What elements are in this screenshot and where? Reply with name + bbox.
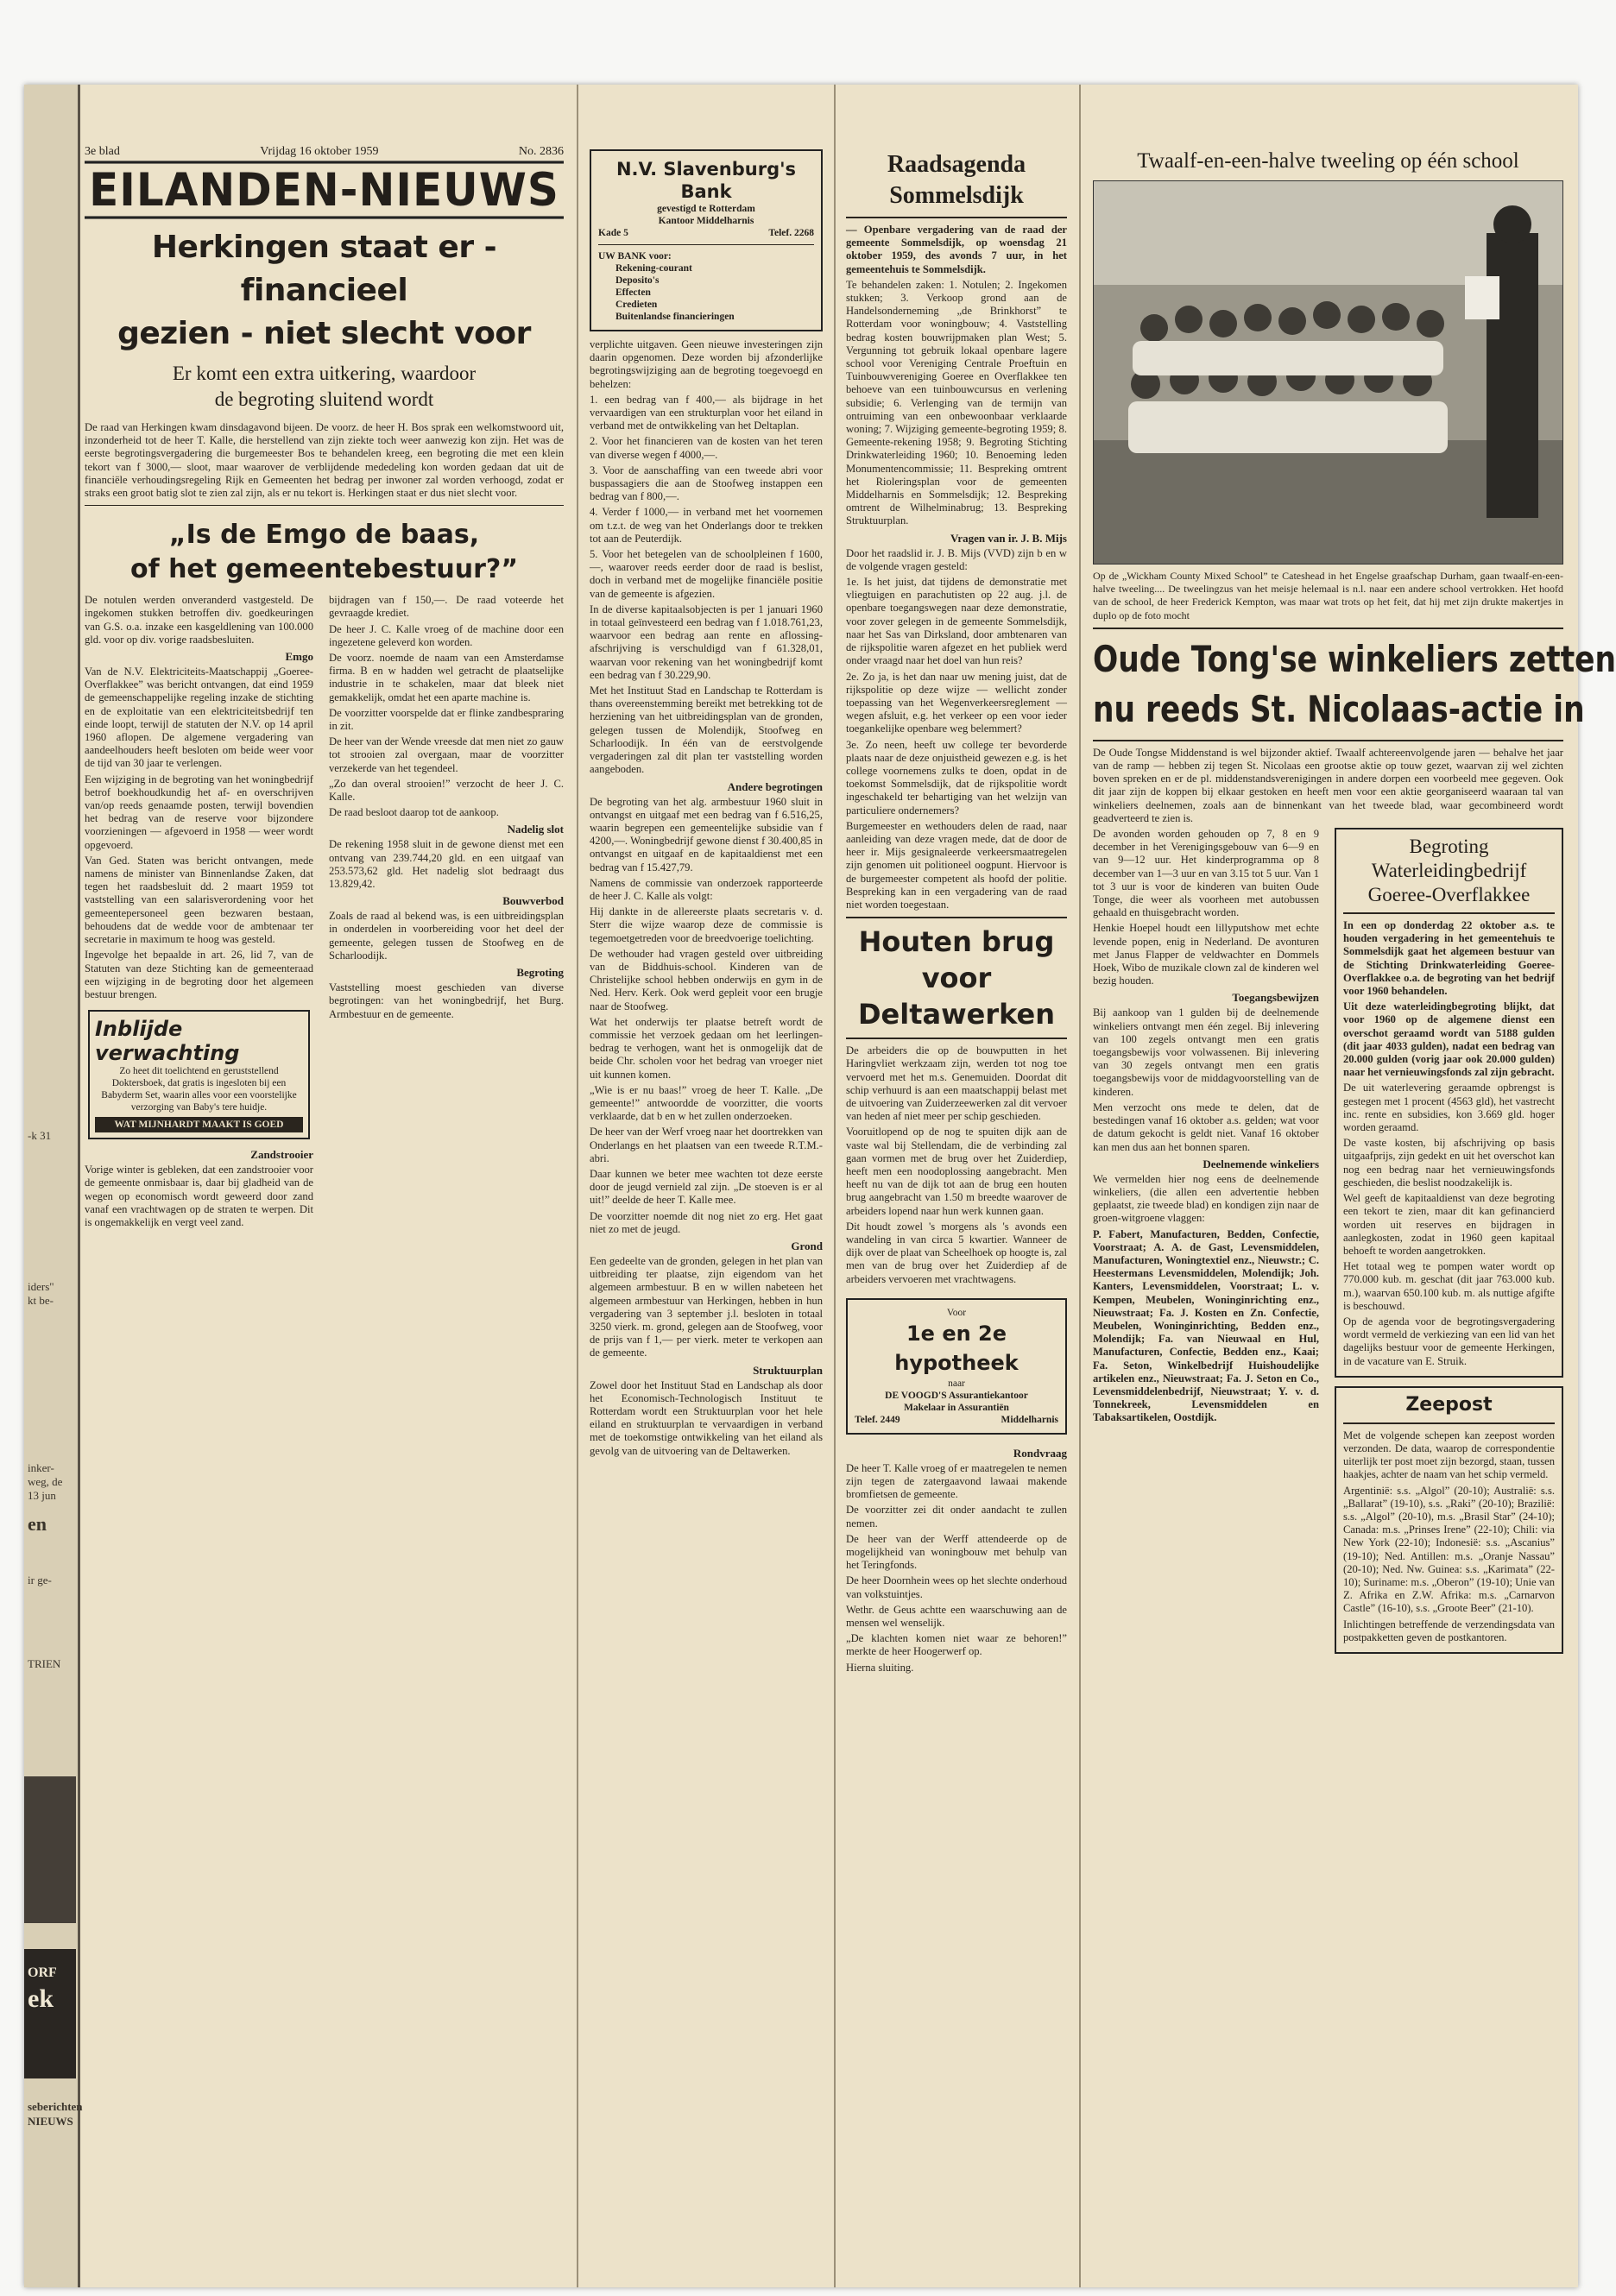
hypotheek-ad: Voor 1e en 2e hypotheek naar DE VOOGD'S Assurantiekantoor Makelaar in Assurantiën Telef. 2449 Middelharnis bbox=[846, 1298, 1067, 1435]
margin-fragment: -k 31 bbox=[28, 1129, 52, 1142]
margin-fragment: weg, de bbox=[28, 1475, 63, 1488]
oude-tong-col-2 bbox=[1335, 828, 1563, 1654]
margin-fragment: TRIEN bbox=[28, 1657, 61, 1670]
herkingen-lead: De raad van Herkingen kwam dinsdagavond bijeen. De voorz. de heer H. Bos sprak een welkomstwoord uit, inzonderheid tot de heer T. Kalle, die herstellend van zijn ziekte toch weer aanwezig kon zijn. Het was de eerste begrotingsvergadering die burgemeester Bos te behandelen kreeg, een begroting die met een klein tekort van f 3000,— sloot, maar waarover de verblijdende mededeling kon worden gedaan dat uit de financiële verhoudingsregeling Rijk en Gemeenten het bedrag per inwoner zal worden verhoogd, zodat er straks een groot batig slot te zien zal zijn, als er nu tekort is. Herkingen staat er dus niet slecht voor. bbox=[85, 421, 564, 500]
margin-fragment: ek bbox=[28, 1984, 54, 2013]
photo-headline: Twaalf-en-een-halve tweeling op één school bbox=[1137, 149, 1519, 173]
headline-emgo: „Is de Emgo de baas, of het gemeentebestuur?” bbox=[129, 520, 519, 585]
headline-oude-tong: Oude Tong'se winkeliers zetten nu reeds St. Nicolaas-actie in bbox=[1093, 637, 1616, 730]
school-twins-photo bbox=[1093, 180, 1563, 565]
column-rule bbox=[834, 85, 836, 2287]
photo-container bbox=[1093, 180, 1563, 565]
margin-fragment: iders" bbox=[28, 1280, 54, 1293]
oude-tong-col-1: De avonden worden gehouden op 7, 8 en 9 december in het Verenigingsgebouw van 6—9 en van 9—12 uur. Het kinderprogramma op 8 december van 1—3 uur en van 3.15 tot 5 uur. Van 1 tot 3 uur is voor de kinderen van buiten Oude Tonge, die weer als voorheen met autobussen gehaald en thuisgebracht worden. Henkie Hoepel houdt een lillyputshow met echte levende popen, enig in Nederland. De avonturen met Janus Flapper de veldwachter en Dommels Hoek, Wibo de muzikale clown zal de kinderen wel bezig houden. Toegangsbewijzen Bij aankoop van 1 gulden bij de deelnemende winkeliers ontvangt men één zegel. Bij inlevering van 100 zegels ontvangt men een gratis toegangsbewijs voor volwassenen. Bij inlevering van 30 zegels ontvangt men een gratis toegangsbewijs voor de middagvoorstelling van de kinderen. Men verzocht ons mede te delen, dat de bestedingen vanaf 16 oktober a.s. gelden; wat voor de datum gekocht is geldt niet. Vanaf 16 oktober kan men dus aan het bonnen sparen. Deelnemende winkeliers We vermelden hier nog eens de deelnemende winkeliers, (die allen een advertentie hebben geplaatst, zie tweede blad) en kondigen zijn naar de groen-witgroene vlaggen: P. Fabert, Manufacturen, Bedden, Confectie, Voorstraat; A. A. de Gast, Levensmiddelen, Manufacturen, Woningtextiel enz., Nieuwstr.; C. Heestermans Levensmiddelen, Molendijk; Joh. Kanters, Levensmiddelen, Voorstraat; L. v. Kempen, Meubelen, Woninginrichting enz., Nieuwstraat; Fa. J. Kosten en Zn. Confectie, Meubelen, Woninginrichting, Bedden enz., Molendijk; Fa. van Nieuwaal en Hul, Manufacturen, Confectie, Bedden enz., Kaai; Fa. Seton, Winkelbedrijf Huishoudelijke artikelen enz., Nieuwstraat; Fa. J. Seton en Co., Levensmiddelenbedrijf, Nieuwstraat; Y. v. d. Tonnekreek, Levensmiddelen en Tabaksartikelen, Oostdijk. bbox=[1093, 828, 1319, 1424]
waterleiding-box: Begroting Waterleidingbedrijf Goeree-Overflakkee In een op donderdag 22 oktober a.s. te houden vergadering in het gemeentehuis te Sommelsdijk gaat het algemeen bestuur van de Stichting Drinkwaterleiding Goeree-Overflakkee o.a. de begroting van het bedrijf voor 1960 behandelen. Uit deze waterleidingbegroting blijkt, dat voor 1960 op de algemene dienst een overschot geraamd wordt van 5188 gulden (dit jaar 4033 gulden), nadat een bedrag van 20.000 gulden (vorig jaar ook 20.000 gulden) naar het vernieuwingsfonds zal zijn gebracht. De uit waterlevering geraamde opbrengst is gestegen met 1 procent (4563 gld), het vastrecht inc. rente en subsidies, kon 3.669 gld. hoger worden geraamd. De vaste kosten, bij afschrijving op basis uitgaafprijs, zijn gedekt en uit het overschot kan nog een bedrag naar het vernieuwingsfonds geschieden, die beslist noodzakelijk is. Wel geeft de kapitaaldienst van deze begroting een tekort te zien, maar dit kan gefinancierd worden uit reserves en bijdragen in aanlegkosten, zodat in 1960 geen kapitaal behoeft te worden aangetrokken. Het totaal weg te pompen water wordt op 770.000 kub. m. geschat (dit jaar 763.000 kub. m.), waarvan 650.100 kub. m. als nuttige afgifte is beschouwd. Op de agenda voor de begrotingsvergadering wordt vermeld de verkiezing van een lid van het dagelijks bestuur voor de gemeente Herkingen, in de vacature van E. Struik. bbox=[1335, 828, 1563, 1378]
headline-herkingen: Herkingen staat er - financieel gezien - niet slecht voor bbox=[117, 230, 531, 351]
margin-fragment: 13 jun bbox=[28, 1489, 56, 1502]
margin-fragment: en bbox=[28, 1513, 47, 1535]
issue-date: Vrijdag 16 oktober 1959 bbox=[260, 145, 379, 158]
deck-herkingen: Er komt een extra uitkering, waardoor de begroting sluitend wordt bbox=[172, 363, 477, 410]
right-area: Twaalf-en-een-halve tweeling op één school Op de „Wickham County Mixed School” te Cateshead in het Engelse graafschap Durham, gaan twaalf-en-een-halve tweeling.... De tweelingzus van het meisje helemaal is n.l. naar een andere school vertrokken. Het hoofd van de school, de heer Frederick Kempton, was maar wat trots op het feit, dat hij met zijn drukte makertjes in duplo op de foto mocht Oude Tong'se winkeliers zetten nu reeds St. Nicolaas-actie in De Oude Tongse Middenstand is wel bijzonder aktief. Twaalf achtereenvolgende jaren — behalve het jaar van de ramp — hebben zij tegen St. Nicolaas een grootse aktie op touw gezet, waarvan zij wel zichten boven spreken en er de pl. middenstandsverenigingen in andere dorpen een voorbeeld mee gegeven. Ook dit jaar zijn de koppen bij elkaar gestoken en heeft men voor een aktie georganiseerd waaraan tal van winkeliers deelnemen, zoals aan de binnenkant van het tweede blad, waar gecombineerd wordt geadverteerd te zien is. De avonden worden gehouden op 7, 8 en 9 december in het Verenigingsgebouw van 6—9 en van 9—12 uur. Het kinderprogramma op 8 december van 1—3 uur en van 3.15 tot 5 uur. Van 1 tot 3 uur is voor de kinderen van buiten Oude Tonge, die weer als voorheen met autobussen gehaald en thuisgebracht worden. Henkie Hoepel houdt een lillyputshow met echte levende popen, enig in Nederland. De avonturen met Janus Flapper de veldwachter en Dommels Hoek, Wibo de muzikale clown zal de kinderen wel bezig houden. Toegangsbewijzen Bij aankoop van 1 gulden bij de deelnemende winkeliers ontvangt men één zegel. Bij inlevering van 100 zegels ontvangt men een gratis toegangsbewijs voor volwassenen. Bij inlevering van 30 zegels ontvangt men een gratis toegangsbewijs voor de middagvoorstelling van de kinderen. Men verzocht ons mede te delen, dat de bestedingen vanaf 16 oktober a.s. gelden; wat voor de datum gekocht is geldt niet. Vanaf 16 oktober kan men dus aan het bonnen sparen. Deelnemende winkeliers We vermelden hier nog eens de deelnemende winkeliers, (die allen een advertentie hebben geplaatst, zie tweede blad) en kondigen zijn naar de groen-witgroene vlaggen: P. Fabert, Manufacturen, Bedden, Confectie, Voorstraat; A. A. de Gast, Levensmiddelen, Manufacturen, Woningtextiel enz., Nieuwstr.; C. Heestermans Levensmiddelen, Molendijk; Joh. Kanters, Levensmiddelen, Voorstraat; L. v. Kempen, Meubelen, Woninginrichting enz., Nieuwstraat; Fa. J. Kosten en Zn. Confectie, Meubelen, Woninginrichting, Bedden enz., Molendijk; Fa. van Nieuwaal en Hul, Manufacturen, Confectie, Bedden enz., Kaai; Fa. Seton, Winkelbedrijf Huishoudelijke artikelen enz., Nieuwstraat; Fa. J. Seton en Co., Levensmiddelenbedrijf, Nieuwstraat; Y. v. d. Tonnekreek, Levensmiddelen en Tabaksartikelen, Oostdijk. Begroting Waterleidingbedrijf Goeree-Overflakkee In een op donderdag 22 oktober a.s. te houden vergadering in het gemeentehuis te Sommelsdijk gaat het algemeen bestuur van de Stichting Drinkwaterleiding Goeree-Overflakkee o.a. de begroting van het bedrijf voor 1960 behandelen. Uit deze waterleidingbegroting blijkt, dat voor 1960 op de algemene dienst een overschot geraamd wordt van 5188 gulden (dit jaar 4033 gulden), nadat een bedrag van 20.000 gulden (vorig jaar ook 20.000 gulden) naar het vernieuwingsfonds zal zijn gebracht. De uit waterlevering geraamde opbrengst is gestegen met 1 procent (4563 gld), het vastrecht inc. rente en subsidies, kon 3.669 gld. hoger worden geraamd. De vaste kosten, bij afschrijving op basis uitgaafprijs, zijn gedekt en uit het overschot kan nog een bedrag naar het vernieuwingsfonds geschieden, die beslist noodzakelijk is. Wel geeft de kapitaaldienst van deze begroting een tekort te zien, maar dit kan gefinancierd worden uit reserves en bijdragen in aanlegkosten, zodat in 1960 geen kapitaal behoeft te worden aangetrokken. Het totaal weg te pompen water wordt op 770.000 kub. m. geschat (dit jaar 763.000 kub. m.), waarvan 650.100 kub. m. als nuttige afgifte is beschouwd. Op de agenda voor de begrotingsvergadering wordt vermeld de verkiezing van een lid van het dagelijks bestuur voor de gemeente Herkingen, in de vacature van E. Struik. Zeepost Met de volgende schepen kan zeepost worden verzonden. De data, waarop de correspondentie uiterlijk ter post moet zijn bezorgd, staan, tussen haakjes, achter de naam van het schip vermeld. Argentinië: s.s. „Algol” (20-10); Australië: s.s. „Ballarat” (19-10), s.s. „Raki” (20-10); Brazilië: s.s. „Algol” (20-10), m.s. „Brasil Star” (24-10); Canada: m.s. „Prinses Irene” (22-10); Chili: via New York (22-10); Indonesië: s.s. „Ascanius” (19-10); Ned. Antillen: m.s. „Oranje Nassau” (20-10); Ned. Nw. Guinea: s.s. „Karimata” (22-10); Suriname: m.s. „Oberon” (19-10); Unie van Z. Afrika en Z.W. Afrika: m.s. „Carnarvon Castle” (16-10), s.s. „Groote Beer” (21-10). Inlichtingen betreffende de verzendingsdata van postpakketten geven de postkantoren. bbox=[1093, 149, 1563, 2273]
margin-fragment: NIEUWS bbox=[28, 2115, 73, 2128]
slavenburg-bank-ad: N.V. Slavenburg's Bank gevestigd te Rotterdam Kantoor Middelharnis Kade 5 Telef. 2268 UW BANK voor: Rekening-courant Deposito's Effecten Credieten Buitenlandse financieringen bbox=[590, 149, 823, 331]
emgo-columns bbox=[85, 594, 564, 1232]
babyderm-ad: Inblijde verwachting Zo heet dit toelichtend en geruststellend Doktersboek, dat gratis is ingesloten bij een Babyderm Set, waarin alles voor een voorstelijke verzorging van Baby's tere huidje. WAT MIJNHARDT MAAKT IS GOED bbox=[88, 1010, 310, 1139]
newspaper-page bbox=[24, 85, 1616, 2287]
margin-fragment: seberichten bbox=[28, 2100, 83, 2113]
previous-page-edge bbox=[24, 85, 83, 2287]
margin-fragment: kt be- bbox=[28, 1294, 54, 1307]
zeepost-box: Zeepost Met de volgende schepen kan zeepost worden verzonden. De data, waarop de correspondentie uiterlijk ter post moet zijn bezorgd, staan, tussen haakjes, achter de naam van het schip vermeld. Argentinië: s.s. „Algol” (20-10); Australië: s.s. „Ballarat” (19-10), s.s. „Raki” (20-10); Brazilië: s.s. „Algol” (20-10), m.s. „Brasil Star” (24-10); Canada: m.s. „Prinses Irene” (22-10); Chili: via New York (22-10); Indonesië: s.s. „Ascanius” (19-10); Ned. Antillen: m.s. „Oranje Nassau” (20-10); Ned. Nw. Guinea: s.s. „Karimata” (22-10); Suriname: m.s. „Oberon” (19-10); Unie van Z. Afrika en Z.W. Afrika: m.s. „Carnarvon Castle” (16-10), s.s. „Groote Beer” (21-10). Inlichtingen betreffende de verzendingsdata van postpakketten geven de postkantoren. bbox=[1335, 1386, 1563, 1654]
column-rule bbox=[577, 85, 578, 2287]
margin-fragment: ORF bbox=[28, 1965, 57, 1980]
houten-brug-headline: Houten brug voor Deltawerken bbox=[857, 925, 1056, 1031]
raadsagenda-column: Raadsagenda Sommelsdijk — Openbare vergadering van de raad der gemeente Sommelsdijk, op woensdag 21 oktober 1959, des avonds 7 uur, in het gemeentehuis te Sommelsdijk. Te behandelen zaken: 1. Notulen; 2. Ingekomen stukken; 3. Verkoop grond aan de Handelsonderneming „de Brinkhorst” te Rotterdam voor woningbouw; 4. Vaststelling bedrag kosten bouwrijpmaken plan West; 5. Vergunning tot gebruik lokaal openbare lagere school voor Vereniging Centrale Proeftuin en Tuinbouwvereniging Goeree en Overflakkee ten behoeve van een tuinbouwcursus en verlening subsidie; 6. Verlenging van de termijn van ontruiming van een onbewoonbaar verklaarde woning; 7. Wijziging gemeente-begroting 1959; 8. Gemeente-rekening 1958; 9. Begroting Stichting Drinkwaterleiding 1960; 10. Benoeming leden Monumentencommissie; 11. Bespreking omtrent het Rioleringsplan voor de gemeenten Middelharnis en Sommelsdijk; 12. Bespreking omtrent de Wilhelminabrug; 13. Bespreking Struktuurplan. Vragen van ir. J. B. Mijs Door het raadslid ir. J. B. Mijs (VVD) zijn b en w de volgende vragen gesteld: 1e. Is het juist, dat tijdens de demonstratie met vliegtuigen en parachutisten op 22 aug. j.l. de openbare toegangswegen naar deze demonstratie, voor zover gelegen in de gemeente Sommelsdijk, naar het Sas van Dirksland, door ambtenaren van de rijkspolitie waren afgezet en het publiek werd onder vraagd naar het doel van hun reis? 2e. Zo ja, is het dan naar uw mening juist, dat de rijkspolitie op deze wijze — wellicht zonder toepassing van het Wegenverkeersreglement — wegen afsluit, e.g. het verkeer op een voor ieder toegankelijke openbare weg belemmert? 3e. Zo neen, heeft uw college ter bevorderde plaats naar de deze onjuistheid gewezen e.g. is het college voornemens zulks te doen, opdat in de toekomst Sommelsdijk, dat de rijkspolitie wordt ingeschakeld ter behartiging van het welzijn van particuliere ondernemers? Burgemeester en wethouders delen de raad, naar aanleiding van deze vragen mede, dat de door de heer ir. Mijs gesignaleerde verkeersmaatregelen zijn genomen uit politioneel oogpunt. Hiervoor is de burgemeester competent als hoofd der politie. Bespreking kan in een vergadering van de raad niet worden toegestaan. Houten brug voor Deltawerken De arbeiders die op de bouwputten in het Haringvliet werkzaam zijn, werden tot nog toe vervoerd met het m.s. Genemuiden. Doordat dit schip verhuurd is aan een maatschappij belast met de uitvoering van Zuiderzeewerken zal dit vervoer van heden af niet meer per schip geschieden. Vooruitlopend op de nog te spuiten dijk aan de vaste wal bij Stellendam, die de verbinding zal gaan vormen met de brug over het Zuiderdiep, heeft men een noodoplossing aangebracht. Men heeft nu van de dijk tot aan de brug een houten brug aangebracht van 1.50 m breedte waarover de arbeiders lopend naar hun werk kunnen gaan. Dit houdt zowel 's morgens als 's avonds een wandeling in van circa 5 kwartier. Wanneer de dijk over de plaat van Scheelhoek op hoogte is, zal men van de brug over het Zuiderdiep af de arbeiders vervoeren met vrachtwagens. Voor 1e en 2e hypotheek naar DE VOOGD'S Assurantiekantoor Makelaar in Assurantiën Telef. 2449 Middelharnis Rondvraag De heer T. Kalle vroeg of er maatregelen te nemen zijn tegen de zatergaavond lawaai makende bromfietsen de gemeente. De voorzitter zei dit onder aandacht te zullen nemen. De heer van der Werff attendeerde op de mogelijkheid van woningbouw met behulp van het Teringfonds. De heer Doornhein wees op het slechte onderhoud van volkstuintjes. Wethr. de Geus achtte een waarschuwing aan de mensen wel wenselijk. „De klachten komen niet waar ze behoren!” merkte de heer Hoogerwerf op. Hierna sluiting. bbox=[846, 151, 1067, 1674]
page-number: 3e blad bbox=[85, 145, 120, 158]
margin-fragment: ir ge- bbox=[28, 1574, 52, 1586]
masthead-info bbox=[85, 145, 564, 159]
newspaper-title: EILANDEN-NIEUWS bbox=[85, 161, 564, 218]
issue-number: No. 2836 bbox=[518, 145, 564, 158]
raadsagenda-title: Raadsagenda Sommelsdijk bbox=[887, 151, 1026, 209]
column-rule bbox=[1079, 85, 1081, 2287]
emgo-col-1: De notulen werden onveranderd vastgesteld. De ingekomen stukken betroffen div. goedkeuringen van G.S. o.a. inzake een kasgeldlening van 100.000 gld. voor op div. vorige raadsbesluiten. Emgo Van de N.V. Elektriciteits-Maatschappij „Goeree-Overflakkee” was bericht ontvangen, dat eind 1959 de gemeenschappelijke regeling inzake de stichting en de exploitatie van een elektriciteitsbedrijf ten einde loopt, terwijl de statuten der N.V. op 14 april 1960 aflopen. De algemene vergadering van aandeelhouders heeft besloten om beide weer voor de tijd van 30 jaar te verlengen. Een wijziging in de begroting van het woningbedrijf betrof boekhoudkundig het af- en overschrijven van/op reeds genaamde posten, terwijl bovendien het bedrag van de reserve voor bijzondere voorzieningen — afgevoerd in 1958 — weer wordt opgevoerd. Van Ged. Staten was bericht ontvangen, mede namens de minister van Binnenlandse Zaken, dat tegen het raadsbesluit dd. 2 maart 1959 tot vaststelling van een salarisverordening voor het gemeentepersoneel geen bezwaren bestaan, behoudens dat de wedde voor de ambtenaar ter secretarie in maximum te hoog was gesteld. Ingevolge het bepaalde in art. 26, lid 7, van de Statuten van deze Stichting kan de gemeenteraad een wijziging in de begroting door het algemeen bestuur brengen. Inblijde verwachting Zo heet dit toelichtend en geruststellend Doktersboek, dat gratis is ingesloten bij een Babyderm Set, waarin alles voor een voorstelijke verzorging van Baby's tere huidje. WAT MIJNHARDT MAAKT IS GOED Zandstrooier Vorige winter is gebleken, dat een zandstrooier voor de gemeente onmisbaar is, daar bij gladheid van de wegen op economisch wordt geweerd door zand vanaf een vrachtwagen op de straten te werpen. Dit is ongemakkelijk en vergt veel zand. bbox=[85, 594, 313, 1228]
oude-tong-columns bbox=[1093, 828, 1563, 1654]
margin-fragment: inker- bbox=[28, 1461, 54, 1474]
divider bbox=[85, 505, 564, 506]
photo-caption: Op de „Wickham County Mixed School” te Cateshead in het Engelse graafschap Durham, gaan twaalf-en-een-halve tweeling.... De tweelingzus van het meisje helemaal is n.l. naar een andere school vertrokken. Het hoofd van de school, de heer Frederick Kempton, was maar wat trots op het feit, dat hij met zijn drukte makertjes in duplo op de foto mocht bbox=[1093, 570, 1563, 621]
emgo-col-2: bijdragen van f 150,—. De raad voteerde het gevraagde krediet. De heer J. C. Kalle vroeg of de machine door een ingezetene geleverd kon worden. De voorz. noemde de naam van een Amsterdamse firma. B en w hadden wel getracht de plaatselijke industrie in te schakelen, maar dat bleek niet gemakkelijk, omdat het een aparte machine is. De voorzitter voorspelde dat er flinke zandbespraring in zit. De heer van der Wende vreesde dat men niet zo gauw tot strooien zal overgaan, maar de voorzitter verzekerde van het tegendeel. „Zo dan overal strooien!” verzocht de heer J. C. Kalle. De raad besloot daarop tot de aankoop. Nadelig slot De rekening 1958 sluit in de gewone dienst met een ontvang van 239.744,20 gld. en een uitgaaf van 253.573,62 gld. Het nadelig slot bedraagt dus 13.829,42. Bouwverbod Zoals de raad al bekend was, is een uitbreidingsplan in onderdelen in voorbereiding voor het deel der gemeente, gelegen tussen de Stoofweg en de Scharloodijk. Begroting Vaststelling moest geschieden van diverse begrotingen: van het woningbedrijf, het Burg. Armbestuur en de gemeente. bbox=[329, 594, 564, 1020]
left-column-block bbox=[85, 145, 564, 2268]
ad-image-fragment bbox=[24, 1776, 76, 1923]
middle-column: N.V. Slavenburg's Bank gevestigd te Rotterdam Kantoor Middelharnis Kade 5 Telef. 2268 UW BANK voor: Rekening-courant Deposito's Effecten Credieten Buitenlandse financieringen verplichte uitgaven. Geen nieuwe investeringen zijn daarin opgenomen. Deze worden bij afzonderlijke begrotingswijziging aan de begroting toegevoegd en behelzen: 1. een bedrag van f 400,— als bijdrage in het vervaardigen van een strukturplan voor het eiland in verband met de ontwikkeling van het Deltaplan. 2. Voor het financieren van de kosten van het teren van diverse wegen f 4000,—. 3. Voor de aanschaffing van een tweede abri voor buspassagiers die aan de Stoofweg instappen een bedrag van f 800,—. 4. Verder f 1000,— in verband met het voornemen om t.z.t. de weg van het Onderlangs door te trekken tot aan de Peuterdijk. 5. Voor het betegelen van de schoolpleinen f 1600,—, waarover reeds eerder door de raad is beslist, doch in verband met de mogelijke financiële positie van de gemeente is afgezien. In de diverse kapitaalsobjecten is per 1 januari 1960 in totaal geïnvesteerd een bedrag van f 1.018.761,23, waarvoor een bedrag aan rente en aflossing-afschrijving is verschuldigd van f 61.328,01, waarvan voor rekening van het woningbedrijf komt een bedrag van f 30.229,90. Met het Instituut Stad en Landschap te Rotterdam is thans overeenstemming bereikt met betrekking tot de herziening van het uitbreidingsplan van de gronden, gelegen tussen de Molendijk, Stoofweg en Scharloodijk. In één van de eerstvolgende vergaderingen zal dit plan ter vaststelling worden aangeboden. Andere begrotingen De begroting van het alg. armbestuur 1960 sluit in ontvangst en uitgaaf met een bedrag van f 6.516,25, waarin begrepen een gemeentelijke subsidie van f 4200,—. Woningbedrijf gewone dienst f 30.400,85 in ontvangst en uitgaaf en de kapitaaldienst met een bedrag van f 15.427,79. Namens de commissie van onderzoek rapporteerde de heer J. C. Kalle als volgt: Hij dankte in de allereerste plaats secretaris v. d. Sterr die wijze waarop deze de commissie is tegemoetgetreden voor de breedvoerige toelichting. De wethouder had vragen gesteld over uitbreiding van de Biddhuis-school. Kinderen van de Christelijke school hebben onderwijs en gym in de Ned. Herv. Kerk. Ook werd gepleit voor een brugje naar de Stoofweg. Wat het onderwijs ter plaatse betreft wordt de commissie het verzoek gedaan om het leerlingen-bedrag te verhogen, want het is onmogelijk dat de beide Chr. scholen voor het bedrag van vroeger niet uit kunnen komen. „Wie is er nu baas!” vroeg de heer T. Kalle. „De gemeente!” antwoordde de voorzitter, die voorts verklaarde, dat b en w het zullen onderzoeken. De heer van der Werf vroeg naar het doortrekken van Onderlangs en het plaatsen van een tweede R.T.M.-abri. Daar kunnen we beter mee wachten tot deze eerste door de jeugd vernield zal zijn. „De stoeven is er al uit!” deelde de heer T. Kalle mee. De voorzitter noemde dit nog niet zo erg. Het gaat niet zo met de jeugd. Grond Een gedeelte van de gronden, gelegen in het plan van uitbreiding ter plaatse, zijn eigendom van het algemeen armbestuur. B en w willen nabeteen het algemeen armbestuur van Herkingen, hebben in hun vergadering van 3 september j.l. besloten in totaal 3250 vierk. m. grond, gelegen aan de Stoofweg, voor de prijs van f 1,— per vierk. meter te verkopen aan de gemeente. Struktuurplan Zowel door het Instituut Stad en Landschap als door het Economisch-Technologisch Instituut te Rotterdam wordt een Struktuurplan voor het hele eiland en struktuurplan te vervaardigen in verband met de toekomstige ontwikkeling van het eiland als gevolg van de uitvoering van de Deltawerken. bbox=[590, 149, 823, 2273]
